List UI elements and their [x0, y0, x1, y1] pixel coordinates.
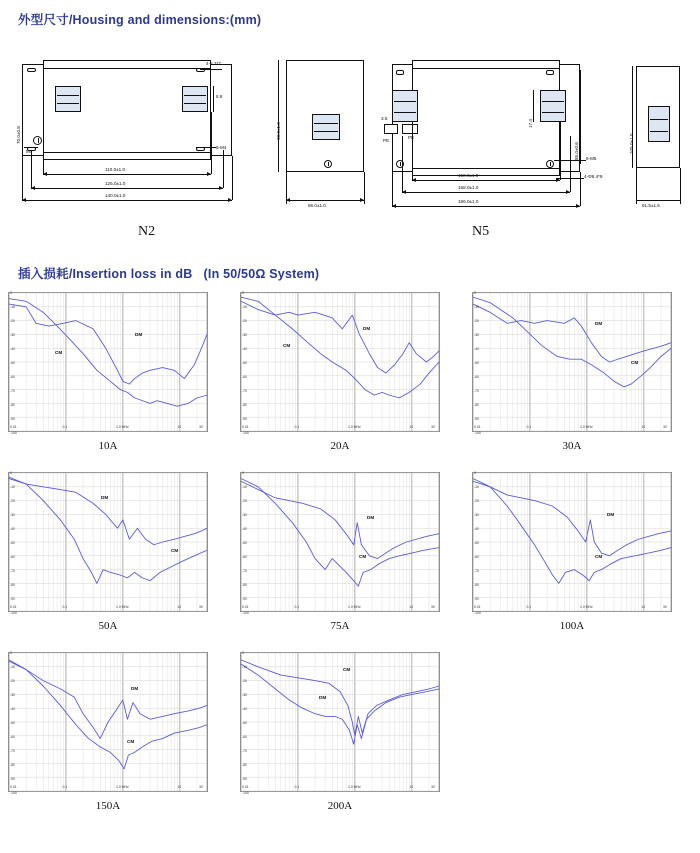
y-tick-label: -90 [10, 417, 15, 421]
chart-plot-area [472, 471, 672, 615]
x-tick-label: 0.1 [294, 605, 300, 609]
x-tick-label: 30 [431, 425, 435, 429]
y-tick-label: -30 [10, 513, 15, 517]
curve-label-dm: DM [319, 694, 327, 700]
n5-dimline-186 [392, 206, 580, 207]
chart-title: 20A [330, 440, 350, 452]
x-tick-label: 0.01 [474, 425, 481, 429]
y-tick-label: -80 [242, 763, 247, 767]
n5-bottom-edge [412, 168, 560, 169]
side-ext-b2 [364, 172, 365, 204]
x-tick-label: 10 [177, 425, 182, 429]
x-tick-label: 10 [177, 605, 182, 609]
y-tick-label: -30 [10, 333, 15, 337]
chart-plot-area [8, 471, 208, 615]
curve-label-cm: CM [55, 350, 63, 355]
insertion-title-note: (In 50/50Ω System) [203, 267, 320, 281]
n5-terminal-left [392, 90, 418, 122]
n5-ext-l2 [402, 136, 403, 192]
end-dimline-615 [636, 200, 680, 201]
y-tick-label: -90 [242, 417, 247, 421]
n5-dimline-150 [412, 180, 560, 181]
y-tick-label: -40 [474, 347, 479, 351]
n5-pe-label-right: PE [408, 135, 415, 140]
x-tick-label: 10 [641, 605, 646, 609]
x-tick-label: 1.0 MHz [116, 425, 129, 429]
curve-label-cm: CM [283, 343, 291, 348]
n2-dim-110: 110.0±1.0 [105, 167, 126, 172]
n2-arrow-125-l [31, 186, 35, 190]
chart-plot-area [472, 291, 672, 435]
curve-label-cm: CM [343, 666, 351, 672]
chart-title: 200A [327, 800, 353, 812]
side-ext-b1 [286, 172, 287, 204]
y-tick-label: -40 [242, 707, 247, 711]
n5-arrow-150-r [556, 178, 560, 182]
n2-arrow-125-r [219, 186, 223, 190]
x-tick-label: 1.0 MHz [116, 785, 129, 789]
n5-ext-l3 [392, 172, 393, 206]
x-tick-label: 30 [199, 785, 203, 789]
x-tick-label: 30 [199, 425, 203, 429]
n5-dim-85-line [580, 70, 581, 164]
y-tick-label: -90 [474, 417, 479, 421]
n5-pe-label-left: PE [383, 138, 390, 143]
y-tick-label: -40 [242, 527, 247, 531]
curve-label-dm: DM [101, 495, 109, 500]
x-tick-label: 0.1 [62, 785, 68, 789]
n5-dim-168: 168.0±1.0 [458, 185, 479, 190]
x-tick-label: 10 [409, 425, 414, 429]
y-tick-label: -10 [242, 485, 247, 489]
x-tick-label: 0.01 [242, 425, 249, 429]
n2-dimline-125 [31, 188, 223, 189]
chart-plot-area [8, 291, 208, 435]
y-tick-label: -100 [10, 431, 17, 435]
chart-plot-area [240, 471, 440, 615]
x-tick-label: 0.01 [10, 425, 17, 429]
y-tick-label: -80 [10, 763, 15, 767]
curve-label-dm: DM [135, 331, 143, 337]
n2-dimline-140 [22, 200, 232, 201]
curve-label-cm: CM [171, 548, 179, 554]
curve-label-cm: CM [595, 553, 603, 559]
n5-hole-tl [396, 70, 404, 75]
n2-ext-l3 [22, 156, 23, 200]
n5-label: N5 [472, 224, 490, 239]
x-tick-label: 0.01 [242, 785, 249, 789]
n5-dim-holes: 4-Φ6.4*9 [584, 174, 603, 179]
n2-arrow-140-r [228, 198, 232, 202]
y-tick-label: -50 [474, 361, 479, 365]
n2-body-bottom-edge [43, 152, 211, 153]
x-tick-label: 1.0 MHz [348, 425, 361, 429]
insertion-title-sep: / [68, 267, 73, 281]
y-tick-label: -60 [10, 555, 15, 559]
curve-label-dm: DM [367, 514, 375, 520]
y-tick-label: -20 [242, 319, 247, 323]
y-tick-label: -40 [10, 527, 15, 531]
y-tick-label: -30 [242, 513, 247, 517]
n2-dimline-110 [43, 174, 211, 175]
y-tick-label: -90 [242, 777, 247, 781]
n5-arrow-150-l [412, 178, 416, 182]
y-tick-label: -80 [10, 403, 15, 407]
x-tick-label: 10 [409, 605, 414, 609]
n2-ext-r3 [232, 156, 233, 200]
x-tick-label: 30 [431, 785, 435, 789]
x-tick-label: 0.1 [526, 605, 532, 609]
y-tick-label: -30 [474, 333, 479, 337]
n5-hole-tr [546, 70, 554, 75]
x-tick-label: 0.1 [294, 425, 300, 429]
x-tick-label: 30 [663, 605, 667, 609]
y-tick-label: -50 [10, 721, 15, 725]
x-tick-label: 0.01 [474, 605, 481, 609]
y-tick-label: -100 [242, 431, 249, 435]
x-tick-label: 1.0 MHz [580, 425, 593, 429]
chart-title: 150A [95, 800, 121, 812]
n2-ext-r2 [223, 150, 224, 188]
n5-top-edge [412, 68, 560, 69]
end-ext-b1 [636, 168, 637, 204]
y-tick-label: -50 [10, 361, 15, 365]
n5-ext-l1 [412, 122, 413, 180]
n5-dim-174: 17.4 [528, 119, 533, 128]
y-tick-label: -10 [10, 485, 15, 489]
x-tick-label: 0.1 [62, 605, 68, 609]
n2-body-top-edge [43, 68, 211, 69]
n2-dim-88: 8.8 [216, 94, 223, 99]
n5-pe-plate-right [402, 124, 418, 134]
y-tick-label: -70 [242, 389, 247, 393]
y-tick-label: -60 [242, 555, 247, 559]
x-tick-label: 30 [199, 605, 203, 609]
chart-title: 50A [98, 620, 118, 632]
y-tick-label: -10 [242, 305, 247, 309]
curve-label-cm: CM [127, 739, 135, 745]
n2-ext-l2 [31, 150, 32, 188]
y-tick-label: -40 [242, 347, 247, 351]
housing-title-en: Housing and dimensions: [72, 13, 230, 27]
side-ext-left [278, 60, 279, 172]
y-tick-label: -50 [242, 541, 247, 545]
end-ext-left [632, 66, 633, 168]
n5-dim-186: 186.0±1.0 [458, 199, 479, 204]
curve-label-dm: DM [607, 511, 615, 517]
y-tick-label: -60 [474, 375, 479, 379]
x-tick-label: 0.1 [526, 425, 532, 429]
n5-dim-150: 150.0±1.0 [458, 173, 479, 178]
y-tick-label: -20 [10, 319, 15, 323]
n2-arrow-110-l [43, 172, 47, 176]
n2-ext-r1 [211, 112, 212, 174]
n2-dim-slot: 4-5.3*7 [206, 61, 221, 66]
end-terminal [648, 106, 670, 142]
chart-plot-area [240, 291, 440, 435]
y-tick-label: -80 [474, 403, 479, 407]
n5-ext-r1 [560, 122, 561, 180]
x-tick-label: 0.1 [294, 785, 300, 789]
y-tick-label: 0 [474, 471, 476, 475]
n5-dimline-168 [402, 192, 570, 193]
y-tick-label: -20 [474, 499, 479, 503]
n5-arrow-186-l [392, 204, 396, 208]
y-tick-label: -90 [242, 597, 247, 601]
y-tick-label: -20 [474, 319, 479, 323]
n2-arrow-140-l [22, 198, 26, 202]
y-tick-label: -20 [242, 679, 247, 683]
y-tick-label: -60 [10, 375, 15, 379]
y-tick-label: -100 [242, 611, 249, 615]
y-tick-label: 0 [242, 291, 244, 295]
y-tick-label: -70 [474, 569, 479, 573]
n5-dim-85: 85.0±0.6 [574, 142, 579, 160]
y-tick-label: -60 [242, 375, 247, 379]
y-tick-label: -70 [242, 569, 247, 573]
housing-title-sep: / [68, 13, 73, 27]
n5-arrow-186-r [576, 204, 580, 208]
y-tick-label: 0 [242, 471, 244, 475]
y-tick-label: -70 [242, 749, 247, 753]
housing-title-cn: 外型尺寸 [18, 13, 69, 27]
n5-dim-6m5: 6-M5 [586, 156, 597, 161]
n2-label: N2 [138, 224, 156, 239]
y-tick-label: -100 [474, 611, 481, 615]
y-tick-label: -10 [10, 665, 15, 669]
x-tick-label: 0.01 [242, 605, 249, 609]
end-ext-b2 [680, 168, 681, 204]
side-dim-90: 90.0±1.0 [276, 122, 281, 140]
n5-terminal-right [540, 90, 566, 122]
insertion-title-cn: 插入损耗 [18, 267, 69, 281]
y-tick-label: -80 [474, 583, 479, 587]
y-tick-label: 0 [10, 651, 12, 655]
n5-pe-plate-left [384, 124, 398, 134]
y-tick-label: 0 [474, 291, 476, 295]
chart-plot-area [8, 651, 208, 795]
y-tick-label: -30 [10, 693, 15, 697]
side-terminal [312, 114, 340, 140]
x-tick-label: 1.0 MHz [348, 785, 361, 789]
curve-label-cm: CM [359, 553, 367, 559]
y-tick-label: -90 [10, 597, 15, 601]
y-tick-label: -70 [10, 749, 15, 753]
n2-ground-stud [33, 136, 42, 145]
x-tick-label: 10 [641, 425, 646, 429]
curve-label-cm: CM [631, 359, 639, 365]
y-tick-label: -40 [474, 527, 479, 531]
end-dim-615: 61.5±1.5 [642, 203, 660, 208]
chart-title: 10A [98, 440, 118, 452]
n5-dim-174-line [533, 90, 534, 122]
x-tick-label: 1.0 MHz [348, 605, 361, 609]
n5-ext-r2 [570, 136, 571, 192]
n2-dim-125: 125.0±1.0 [105, 181, 126, 186]
y-tick-label: -90 [474, 597, 479, 601]
x-tick-label: 30 [663, 425, 667, 429]
chart-title: 30A [562, 440, 582, 452]
x-tick-label: 10 [409, 785, 414, 789]
n5-dim-pe-h: 3.5 [381, 116, 388, 121]
n5-arrow-168-r [566, 190, 570, 194]
side-ground-screw [324, 160, 332, 168]
n2-ext-l1 [43, 112, 44, 174]
chart-title: 75A [330, 620, 350, 632]
y-tick-label: -30 [474, 513, 479, 517]
n2-ground-leader [24, 147, 38, 148]
y-tick-label: -80 [242, 403, 247, 407]
n2-dim-140: 140.0±1.0 [105, 193, 126, 198]
x-tick-label: 10 [177, 785, 182, 789]
y-tick-label: -30 [242, 693, 247, 697]
housing-drawings [0, 28, 700, 248]
y-tick-label: -20 [10, 499, 15, 503]
y-tick-label: -80 [10, 583, 15, 587]
x-tick-label: 30 [431, 605, 435, 609]
y-tick-label: -100 [474, 431, 481, 435]
y-tick-label: -100 [242, 791, 249, 795]
n2-dim-88-line [213, 86, 214, 112]
y-tick-label: -10 [242, 665, 247, 669]
curve-label-dm: DM [595, 320, 603, 326]
n5-ext-r3 [580, 172, 581, 206]
x-tick-label: 1.0 MHz [116, 605, 129, 609]
housing-section-title [18, 10, 261, 28]
y-tick-label: -10 [474, 305, 479, 309]
n2-dim-height: 70.0±0.8 [16, 126, 21, 144]
insertion-loss-charts [0, 262, 700, 842]
curve-label-dm: DM [131, 686, 139, 692]
x-tick-label: 0.1 [62, 425, 68, 429]
x-tick-label: 1.0 MHz [580, 605, 593, 609]
y-tick-label: -100 [10, 611, 17, 615]
n2-dim-m4: M4 [26, 149, 33, 154]
n2-slot-tl [27, 68, 36, 72]
n5-arrow-168-l [402, 190, 406, 194]
curve-label-dm: DM [363, 326, 371, 332]
y-tick-label: -50 [242, 361, 247, 365]
y-tick-label: -70 [474, 389, 479, 393]
n2-arrow-110-r [207, 172, 211, 176]
y-tick-label: -10 [474, 485, 479, 489]
insertion-title-en: Insertion loss in dB [72, 267, 193, 281]
y-tick-label: -50 [474, 541, 479, 545]
y-tick-label: -90 [10, 777, 15, 781]
y-tick-label: -30 [242, 333, 247, 337]
chart-title: 100A [559, 620, 585, 632]
y-tick-label: -10 [10, 305, 15, 309]
x-tick-label: 0.01 [10, 605, 17, 609]
y-tick-label: -70 [10, 569, 15, 573]
y-tick-label: -20 [242, 499, 247, 503]
housing-title-unit: (mm) [229, 13, 262, 27]
side-dimline-56 [286, 200, 364, 201]
n2-dim-6m4: 6-M4 [216, 145, 227, 150]
end-dim-105: 105.0±1.0 [629, 133, 634, 154]
y-tick-label: -60 [10, 735, 15, 739]
y-tick-label: 0 [242, 651, 244, 655]
y-tick-label: -60 [242, 735, 247, 739]
y-tick-label: -100 [10, 791, 17, 795]
n5-body [412, 60, 560, 176]
side-dim-56: 56.0±1.0 [308, 203, 326, 208]
y-tick-label: 0 [10, 471, 12, 475]
n2-slot-leader [200, 69, 222, 70]
y-tick-label: -80 [242, 583, 247, 587]
n2-terminal-left [55, 86, 81, 112]
n5-hole-br [546, 160, 554, 168]
y-tick-label: -70 [10, 389, 15, 393]
chart-plot-area [240, 651, 440, 795]
x-tick-label: 0.01 [10, 785, 17, 789]
y-tick-label: -50 [10, 541, 15, 545]
n2-dim-6m4-leader [196, 147, 216, 148]
y-tick-label: 0 [10, 291, 12, 295]
y-tick-label: -20 [10, 679, 15, 683]
y-tick-label: -40 [10, 347, 15, 351]
y-tick-label: -40 [10, 707, 15, 711]
y-tick-label: -50 [242, 721, 247, 725]
y-tick-label: -60 [474, 555, 479, 559]
n2-terminal-right [182, 86, 208, 112]
